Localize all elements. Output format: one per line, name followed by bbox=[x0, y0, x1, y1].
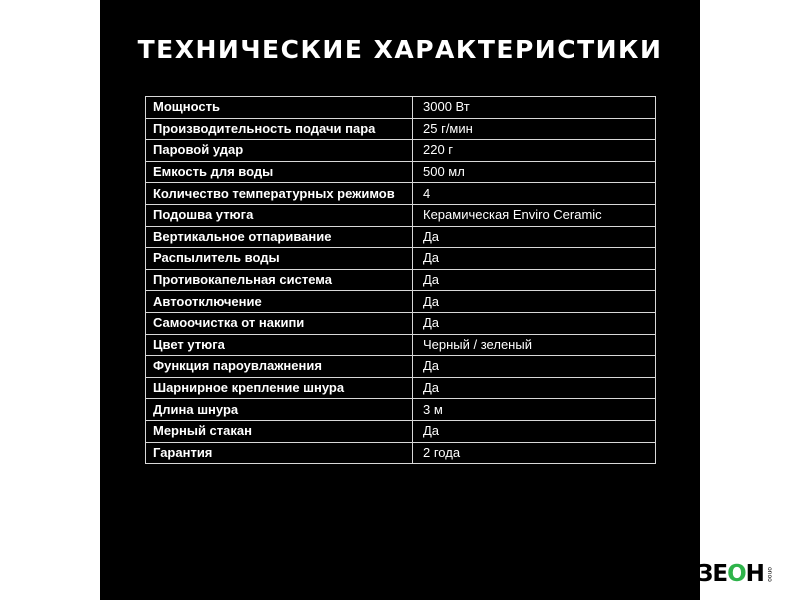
spec-value: Да bbox=[413, 269, 656, 291]
spec-label: Противокапельная система bbox=[146, 269, 413, 291]
spec-row bbox=[146, 420, 656, 442]
spec-row bbox=[146, 226, 656, 248]
spec-row bbox=[146, 334, 656, 356]
spec-value: Да bbox=[413, 356, 656, 378]
spec-value: Да bbox=[413, 291, 656, 313]
spec-label: Количество температурных режимов bbox=[146, 183, 413, 205]
spec-value: Да bbox=[413, 248, 656, 270]
spec-row bbox=[146, 183, 656, 205]
spec-value: 25 г/мин bbox=[413, 118, 656, 140]
spec-value: Черный / зеленый bbox=[413, 334, 656, 356]
spec-row bbox=[146, 377, 656, 399]
logo-part2: Н bbox=[745, 561, 764, 587]
spec-row bbox=[146, 248, 656, 270]
spec-label: Автоотключение bbox=[146, 291, 413, 313]
spec-row bbox=[146, 269, 656, 291]
spec-label: Мощность bbox=[146, 97, 413, 119]
logo-text bbox=[697, 561, 764, 587]
logo-accent-letter: О bbox=[727, 561, 746, 587]
spec-label: Мерный стакан bbox=[146, 420, 413, 442]
spec-value: Да bbox=[413, 377, 656, 399]
logo-part1: ЗЕ bbox=[697, 561, 728, 587]
spec-panel bbox=[100, 0, 700, 600]
spec-label: Подошва утюга bbox=[146, 204, 413, 226]
spec-label: Самоочистка от накипи bbox=[146, 312, 413, 334]
spec-label: Емкость для воды bbox=[146, 161, 413, 183]
spec-row bbox=[146, 140, 656, 162]
spec-row bbox=[146, 312, 656, 334]
spec-value: 500 мл bbox=[413, 161, 656, 183]
spec-row bbox=[146, 204, 656, 226]
spec-value: 3 м bbox=[413, 399, 656, 421]
page-title: ТЕХНИЧЕСКИЕ ХАРАКТЕРИСТИКИ bbox=[137, 35, 663, 64]
spec-label: Функция пароувлажнения bbox=[146, 356, 413, 378]
spec-label: Гарантия bbox=[146, 442, 413, 464]
spec-value: Да bbox=[413, 226, 656, 248]
spec-label: Цвет утюга bbox=[146, 334, 413, 356]
spec-value: 220 г bbox=[413, 140, 656, 162]
spec-label: Производительность подачи пара bbox=[146, 118, 413, 140]
spec-label: Вертикальное отпаривание bbox=[146, 226, 413, 248]
spec-value: 3000 Вт bbox=[413, 97, 656, 119]
spec-row bbox=[146, 161, 656, 183]
spec-value: Да bbox=[413, 312, 656, 334]
spec-value: 4 bbox=[413, 183, 656, 205]
spec-label: Шарнирное крепление шнура bbox=[146, 377, 413, 399]
spec-row bbox=[146, 97, 656, 119]
spec-label: Длина шнура bbox=[146, 399, 413, 421]
spec-value: 2 года bbox=[413, 442, 656, 464]
spec-value: Керамическая Enviro Ceramic bbox=[413, 204, 656, 226]
logo-subtext: onoo bbox=[765, 566, 773, 582]
spec-label: Паровой удар bbox=[146, 140, 413, 162]
spec-row bbox=[146, 118, 656, 140]
spec-row bbox=[146, 291, 656, 313]
spec-value: Да bbox=[413, 420, 656, 442]
spec-label: Распылитель воды bbox=[146, 248, 413, 270]
brand-logo bbox=[697, 561, 773, 587]
spec-row bbox=[146, 356, 656, 378]
spec-row bbox=[146, 442, 656, 464]
spec-row bbox=[146, 399, 656, 421]
spec-table bbox=[145, 96, 656, 464]
